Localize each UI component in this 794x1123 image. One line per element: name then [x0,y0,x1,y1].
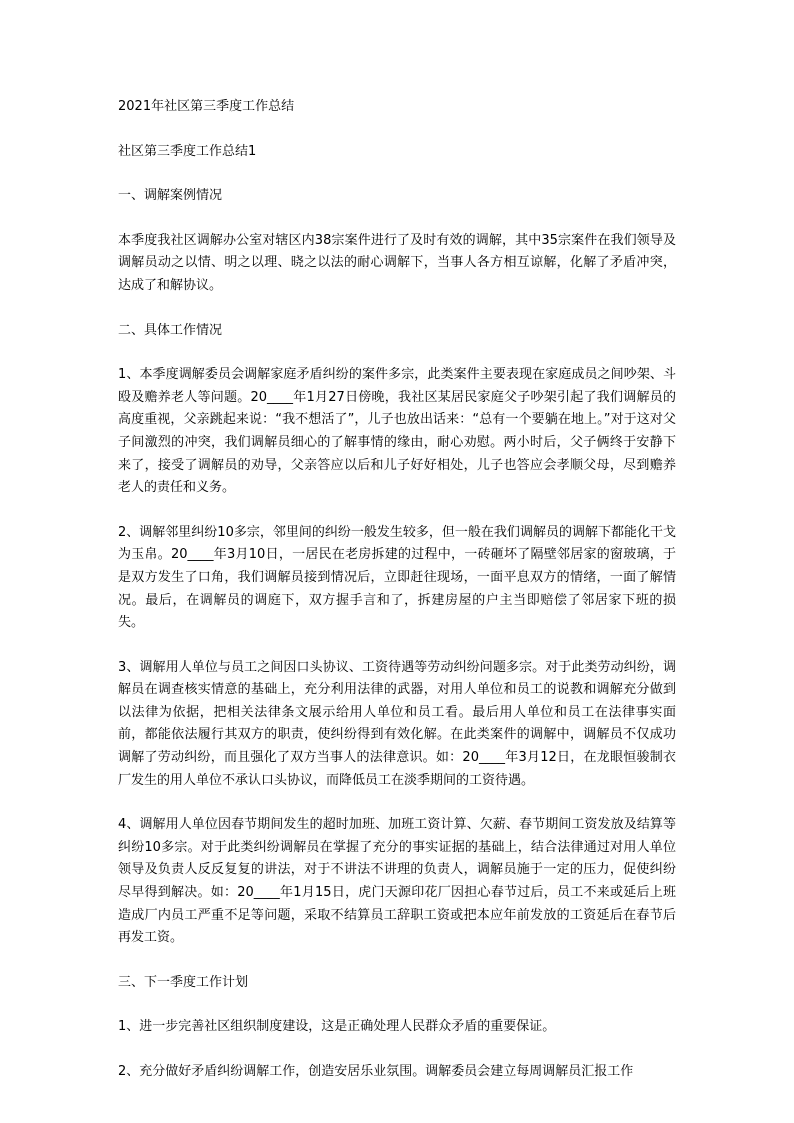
document-page [118,96,676,1106]
document-title: 2021年社区第三季度工作总结 [118,99,295,114]
paragraph-2-2: 2、调解邻里纠纷10多宗，邻里间的纠纷一般发生较多，但一般在我们调解员的调解下都能化干戈为玉帛。20____年3月10日，一居民在老房拆建的过程中，一砖砸坏了隔壁邻居家的窗玻璃，于是双方发生了口角，我们调解员接到情况后，立即赶往现场，一面平息双方的情绪，一面了解情况。最后，在调解员的调庭下，双方握手言和了，拆建房屋的户主当即赔偿了邻居家下班的损失。 [118,524,676,631]
paragraph-2-4: 4、调解用人单位因春节期间发生的超时加班、加班工资计算、欠薪、春节期间工资发放及结算等纠纷10多宗。对于此类纠纷调解员在掌握了充分的事实证据的基础上，结合法律通过对用人单位领导及负责人反反复复的讲法，对于不讲法不讲理的负责人，调解员施于一定的压力，促使纠纷尽早得到解决。如：20____年1月15日，虎门天源印花厂因担心春节过后，员工不来或延后上班造成厂内员工严重不足等问题，采取不结算员工辞职工资或把本应年前发放的工资延后在春节后再发工资。 [118,817,676,946]
section-heading-2: 二、具体工作情况 [118,322,223,338]
paragraph-3-1: 1、进一步完善社区组织制度建设，这是正确处理人民群众矛盾的重要保证。 [118,1019,556,1035]
paragraph-3-2: 2、充分做好矛盾纠纷调解工作，创造安居乐业氛围。调解委员会建立每周调解员汇报工作 [118,1064,634,1079]
paragraph-2-1: 1、本季度调解委员会调解家庭矛盾纠纷的案件多宗，此类案件主要表现在家庭成员之间吵架、斗殴及赡养老人等问题。20____年1月27日傍晚，我社区某居民家庭父子吵架引起了我们调解员的高度重视，父亲跳起来说：“我不想活了”，儿子也放出话来：“总有一个要躺在地上。”对于这对父子间激烈的冲突，我们调解员细心的了解事情的缘由，耐心劝慰。两小时后，父子俩终于安静下来了，接受了调解员的劝导，父亲答应以后和儿子好好相处，儿子也答应会孝顺父母，尽到赡养老人的责任和义务。 [118,367,676,496]
document-subtitle: 社区第三季度工作总结1 [118,143,257,159]
paragraph-2-3: 3、调解用人单位与员工之间因口头协议、工资待遇等劳动纠纷问题多宗。对于此类劳动纠纷，调解员在调查核实情意的基础上，充分利用法律的武器，对用人单位和员工的说教和调解充分做到以法律为依据，把相关法律条文展示给用人单位和员工看。最后用人单位和员工在法律事实面前，都能依法履行其双方的职责，使纠纷得到有效化解。在此类案件的调解中，调解员不仅成功调解了劳动纠纷，而且强化了双方当事人的法律意识。如：20____年3月12日，在龙眼恒骏制衣厂发生的用人单位不承认口头协议，而降低员工在淡季期间的工资待遇。 [118,659,676,788]
section-heading-3: 三、下一季度工作计划 [118,974,249,990]
section-heading-1: 一、调解案例情况 [118,188,223,204]
paragraph-1-1: 本季度我社区调解办公室对辖区内38宗案件进行了及时有效的调解，其中35宗案件在我们领导及调解员动之以情、明之以理、晓之以法的耐心调解下，当事人各方相互谅解，化解了矛盾冲突，达成了和解协议。 [118,232,676,293]
